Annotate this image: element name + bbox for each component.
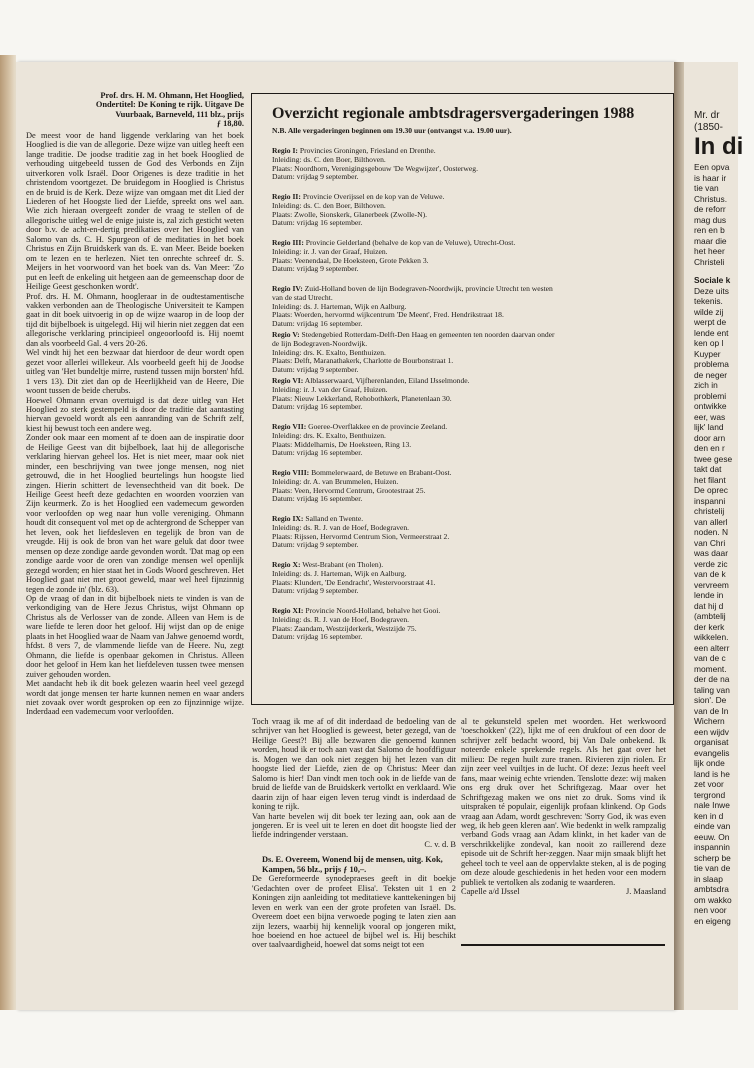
- right-body-line: ontwikke: [694, 401, 727, 411]
- region-name: Provincie Overijssel en de kop van de Veluwe.: [302, 192, 445, 201]
- paragraph: Toch vraag ik me af of dit inderdaad de bedoeling van de schrijver van het Hooglied is geweest, beter gezegd, van de Heilige Geest?! Bij alle bezwaren die genoemd kunnen worden, houd ik er toch aan vast dat Salomo de hoofdfiguur is. Mogen we dan ook niet zeggen bij het lezen van dit hoogste lied der Liefde, zien de op Christus: Meer dan Salomo is hier! Dan vindt men toch ook in de liefde van de bruid de liefde van de Bruidskerk vertolkt en verklaard. Wie daarin zijn of haar eigen leven terug vindt is inderdaad de koning te rijk.: [252, 717, 456, 812]
- region-detail: Inleiding: ds. C. den Boer, Bilthoven.: [272, 200, 386, 210]
- right-body-line: van de c: [694, 653, 726, 663]
- paragraph: De Gereformeerde synodepraeses geeft in dit boekje 'Gedachten over de profeet Elisa'. Teksten uit 1 en 2 Koningen zijn aanleiding tot meditatieve kanttekeningen bij leven en werk van een der grote profeten van Israël. Ds. Overeem doet een bijna verwoede poging te laten zien aan zijn lezers, waarbij hij kennelijk vooral op jongeren mikt, hoe boeiend en hoe actueel de bijbel wel is. Hij beschikt over taalvaardigheid, hoewel dat soms neigt tot een: [252, 874, 456, 950]
- region-entry: [272, 239, 657, 285]
- region-detail: Datum: vrijdag 9 september.: [272, 365, 359, 375]
- region-detail: Inleiding: drs. K. Exalto, Benthuizen.: [272, 347, 386, 357]
- region-detail: Datum: vrijdag 9 september.: [272, 172, 359, 182]
- author-line: (1850-: [694, 122, 723, 133]
- paragraph: Wel vindt hij het een bezwaar dat hierdoor de deur wordt open gezet voor allerlei willekeur. Als voorbeeld geeft hij de Joodse uitleg van 'Het bundeltje mirre, rustend tussen mijn borsten' hfd. 1 vers 13). Dit ziet dan op de Heerlijkheid van de Heere, Die woont tussen de beide cherubs.: [26, 348, 244, 396]
- right-body-line: vervreem: [694, 579, 729, 590]
- region-label: Regio IV:: [272, 284, 303, 293]
- region-detail: Plaats: Veenendaal, De Hoeksteen, Grote Pekken 3.: [272, 255, 429, 265]
- right-body-line: lijk onde: [694, 758, 725, 768]
- region-detail: Inleiding: dr. A. van Brummelen, Huizen.: [272, 476, 399, 486]
- column-3: [461, 717, 666, 897]
- right-body-line: tie van: [694, 183, 719, 193]
- article-heading: In di: [694, 133, 744, 160]
- region-entry: [272, 193, 657, 239]
- right-body-line: der de na: [694, 674, 730, 684]
- right-body-line: mag dus: [694, 214, 727, 225]
- right-body-line: nale Inwe: [694, 800, 730, 810]
- right-body-line: inspannin: [694, 842, 730, 852]
- right-body-line: einde van: [694, 821, 731, 831]
- region-name: Bommelerwaard, de Betuwe en Brabant-Oost.: [311, 468, 452, 477]
- region-name: Provincies Groningen, Friesland en Drenthe.: [299, 146, 436, 155]
- right-body-line: Wichern: [694, 716, 725, 726]
- region-detail: Inleiding: ir. J. van der Graaf, Huizen.: [272, 384, 388, 394]
- signature-name: C. v. d. B: [424, 839, 456, 849]
- right-body-line: Een opva: [694, 162, 730, 172]
- signature-name: J. Maasland: [625, 887, 666, 897]
- subheading: Sociale k: [694, 275, 731, 285]
- region-entry: [272, 607, 657, 653]
- right-body-line: eer, was: [694, 411, 726, 422]
- region-name: Goeree-Overflakkee en de provincie Zeeland.: [308, 422, 448, 431]
- right-body-line: Christeli: [694, 256, 725, 267]
- region-detail: Datum: vrijdag 16 september.: [272, 319, 363, 329]
- region-detail: Plaats: Noordhorn, Verenigingsgebouw 'De Wegwijzer', Oosterweg.: [272, 163, 478, 173]
- right-body-line: van de k: [694, 569, 726, 579]
- review-hooglied: [26, 91, 244, 717]
- region-detail: Datum: vrijdag 16 september.: [272, 448, 363, 458]
- region-label: Regio V:: [272, 330, 300, 339]
- right-body-line: ren en b: [694, 225, 725, 235]
- right-body-line: het heer: [694, 246, 725, 256]
- right-body-line: een wijdv: [694, 726, 729, 737]
- region-entry: [272, 469, 657, 515]
- right-body-line: scherp be: [694, 852, 731, 863]
- right-body-line: om wakko: [694, 894, 732, 905]
- paragraph: Hoewel Ohmann ervan overtuigd is dat deze uitleg van Het Hooglied zo sterk gestempeld is door de traditie dat aantasting hiervan gevoeld wordt als een aanranding van de Schrift zelf, kiest hij bewust toch een andere weg.: [26, 395, 244, 433]
- region-detail: Plaats: Klundert, 'De Eendracht', Westervoorstraat 41.: [272, 577, 436, 587]
- right-body-line: De oprec: [694, 485, 728, 495]
- right-body-line: organisat: [694, 737, 729, 747]
- right-body-line: Kuyper: [694, 348, 721, 359]
- right-body-line: tergrond: [694, 789, 726, 800]
- book-gutter: [0, 55, 16, 1010]
- region-detail: Inleiding: ds. C. den Boer, Bilthoven.: [272, 154, 386, 164]
- review-title-line: Prof. drs. H. M. Ohmann, Het Hooglied,: [100, 91, 244, 100]
- right-body-line: een alterr: [694, 642, 730, 653]
- region-name: Stedengebied Rotterdam-Delft-Den Haag en gemeenten ten noorden daarvan onder: [301, 330, 555, 339]
- right-body-line: nen voor: [694, 905, 727, 915]
- review-title-line: Vuurbaak, Barneveld, 111 blz., prijs: [115, 109, 244, 119]
- overview-note: N.B. Alle vergaderingen beginnen om 19.30 uur (ontvangst v.a. 19.00 uur).: [272, 126, 512, 135]
- paragraph: Op de vraag of dan in dit bijbelboek niets te vinden is van de verkondiging van de Here Jezus Christus, wijst Ohmann op Christus als de Verlosser van de zonde. Alleen van Hem is de ware liefde te leren door het geloof. Hij wijst dan op de enige plaats in het Hooglied waar de Naam van Jahwe genoemd wordt, hfdst. 8 vers 7, de vlammende liefde van de Heere. Nu, zegt Ohmann, die liefde is openbaar gekomen in Christus. Alleen door het geloof in Hem kan het liefdeleven tussen twee mensen zuiver gehouden worden.: [26, 594, 244, 679]
- right-body-line: tekenis.: [694, 296, 723, 306]
- region-detail: Datum: vrijdag 9 september.: [272, 540, 359, 550]
- region-detail: Inleiding: ir. J. van der Graaf, Huizen.: [272, 246, 388, 256]
- region-label: Regio VII:: [272, 422, 307, 431]
- region-label: Regio XI:: [272, 606, 304, 615]
- region-detail: Plaats: Zwolle, Sionskerk, Glanerbeek (Zwolle-N).: [272, 209, 427, 219]
- signature: [461, 887, 666, 896]
- region-detail: Plaats: Nieuw Lekkerland, Rehobothkerk, Planetenlaan 30.: [272, 393, 452, 403]
- review-title-line: ƒ 18,80.: [216, 119, 244, 129]
- region-label: Regio X:: [272, 560, 301, 569]
- region-detail: Inleiding: ds. R. J. van de Hoef, Bodegraven.: [272, 614, 410, 624]
- page-fold: [674, 62, 684, 1010]
- region-label: Regio II:: [272, 192, 301, 201]
- right-body-line: van allerl: [694, 516, 728, 527]
- right-body-line: eeuw. On: [694, 831, 730, 842]
- right-body-line: door arn: [694, 432, 726, 443]
- right-body-line: evangelis: [694, 747, 730, 758]
- region-detail: Datum: vrijdag 16 september.: [272, 632, 363, 642]
- region-detail: Datum: vrijdag 16 september.: [272, 218, 363, 228]
- right-body-line: zet voor: [694, 779, 724, 789]
- region-detail: Inleiding: drs. K. Exalto, Benthuizen.: [272, 430, 386, 440]
- paragraph: Met aandacht heb ik dit boek gelezen waarin heel veel gezegd wordt dat jonge mensen ter harte kunnen nemen en waar anders niet zovaak over wordt gesproken op een zo fijnzinnige wijze. Inderdaad een vademecum voor verloofden.: [26, 679, 244, 717]
- right-body-line: taling van: [694, 684, 730, 695]
- right-body-line: werpt de: [694, 317, 727, 327]
- right-body-line: lende in: [694, 590, 724, 600]
- overview-title: Overzicht regionale ambtsdragersvergaderingen 1988: [272, 105, 635, 122]
- right-body-line: zich in: [694, 380, 718, 390]
- right-body-line: problemi: [694, 390, 727, 401]
- right-body-line: in slaap: [694, 873, 723, 884]
- right-body-line: noden. N: [694, 527, 728, 537]
- review-title-line: Ondertitel: De Koning te rijk. Uitgave De: [95, 100, 244, 110]
- region-detail: Datum: vrijdag 9 september.: [272, 586, 359, 596]
- paragraph: Prof. drs. H. M. Ohmann, hoogleraar in de oudtestamentische vakken verbonden aan de Theologische Universiteit te Kampen gaat in dit boek uitvoerig in op de wijze waarop in de loop der tijd dit bijbelboek is uitgelegd. Hij wil hierin niet zeggen dat een allegorische verklaring principieel ongeoorloofd is. Hij noemt dan als voorbeeld Gal. 4 vers 20-26.: [26, 291, 244, 348]
- right-body-line: verde zic: [694, 558, 728, 569]
- region-list: [272, 147, 657, 653]
- region-name: Provincie Noord-Holland, behalve het Gooi.: [305, 606, 441, 615]
- review-title-overeem: Ds. E. Overeem, Wonend bij de mensen, uitg. Kok, Kampen, 56 blz., prijs ƒ 10,–.: [262, 855, 443, 874]
- right-body-line: sion'. De: [694, 695, 727, 705]
- region-name: Provincie Gelderland (behalve de kop van de Veluwe), Utrecht-Oost.: [305, 238, 516, 247]
- right-body-line: dat hij d: [694, 600, 724, 611]
- right-body-line: ambtsdra: [694, 884, 729, 894]
- right-body-line: Deze uits: [694, 285, 729, 296]
- region-entry: [272, 423, 657, 469]
- region-detail: Plaats: Middelharnis, De Hoeksteen, Ring 13.: [272, 439, 412, 449]
- right-body-2: [694, 286, 754, 927]
- region-label: Regio VIII:: [272, 468, 310, 477]
- region-detail: Datum: vrijdag 16 september.: [272, 402, 363, 412]
- region-name: Alblasserwaard, Vijfherenlanden, Eiland IJsselmonde.: [304, 376, 470, 385]
- paragraph: De meest voor de hand liggende verklaring van het boek Hooglied is die van de allegorie. Deze wijze van uitleg heeft een lange traditie. De joodse traditie zag in het boek Hooglied de verhouding uitgebeeld tussen de God des Verbonds en Zijn uitverkoren volk Israël. Door Origenes is deze traditie in het christendom voortgezet. De bruidegom in Hooglied is Christus en de bruid is de Kerk. Deze wijze van omgaan met dit Lied der Liederen of het Hoogste lied der Liefde, spreekt ons wel aan. Wie zich hieraan overgeeft zonder de vraag te stellen of de allegorische uitleg wel de enige juiste is, zal zich gesticht weten door b.v. de acht-en-dertig predikaties over het Hooglied van Salomo van ds. C. H. Spurgeon of de meditaties in het boek Christus en Zijn Bruidskerk van ds. E. van Meer. Beide boeken om te lezen en te herlezen. Niet ten onrechte schreef dr. S. Meijers in het voorwoord van het boek van ds. Van Meer: 'Zo put en leeft de enkeling uit hetgeen aan de gemeenschap door de Heilige Geest geschonken wordt'.: [26, 130, 244, 292]
- right-body-line: inspanni: [694, 495, 726, 506]
- right-body-line: lijk' land: [694, 422, 724, 432]
- region-entry: [272, 285, 657, 331]
- right-body-line: der kerk: [694, 621, 725, 632]
- right-body-line: is haar ir: [694, 172, 727, 183]
- right-body-line: wilde zij: [694, 306, 724, 317]
- right-body-line: den en r: [694, 443, 725, 453]
- right-page-column: [694, 110, 754, 926]
- right-body-line: was daar: [694, 548, 728, 558]
- review-title: [26, 91, 244, 129]
- right-body-line: van de In: [694, 705, 729, 716]
- right-body-line: problema: [694, 359, 729, 369]
- region-name: Zuid-Holland boven de lijn Bodegraven-Noordwijk, provincie Utrecht ten westen: [304, 284, 553, 293]
- region-detail: Datum: vrijdag 16 september.: [272, 494, 363, 504]
- region-detail: Inleiding: ds. R. J. van de Hoef, Bodegraven.: [272, 522, 410, 532]
- region-detail: Plaats: Rijssen, Hervormd Centrum Sion, Vermeerstraat 2.: [272, 531, 450, 541]
- region-detail: Plaats: Woerden, hervormd wijkcentrum 'De Meent', Fred. Hendrikstraat 18.: [272, 310, 504, 320]
- region-detail: Inleiding: ds. J. Harteman, Wijk en Aalburg.: [272, 301, 407, 311]
- region-detail: Datum: vrijdag 9 september.: [272, 264, 359, 274]
- right-body-line: wikkelen.: [694, 632, 729, 642]
- right-body-line: maar die: [694, 235, 727, 246]
- region-entry: [272, 377, 657, 423]
- right-body-line: christelij: [694, 506, 725, 516]
- region-detail: Inleiding: ds. J. Harteman, Wijk en Aalburg.: [272, 568, 407, 578]
- right-body-line: lende ent: [694, 327, 729, 338]
- right-body-line: ken in d: [694, 810, 724, 821]
- right-body-line: van Chri: [694, 537, 726, 548]
- region-name: West-Brabant (en Tholen).: [302, 560, 384, 569]
- region-entry: [272, 561, 657, 607]
- right-body-line: land is he: [694, 768, 730, 779]
- right-body-1: [694, 162, 754, 267]
- region-label: Regio I:: [272, 146, 298, 155]
- right-body-line: de neger: [694, 369, 728, 380]
- section-rule: [461, 944, 665, 946]
- author-line: Mr. dr: [694, 110, 720, 121]
- right-body-line: twee gese: [694, 453, 733, 464]
- right-body-line: ken op l: [694, 338, 724, 348]
- right-body-line: en eigeng: [694, 915, 731, 926]
- region-label: Regio III:: [272, 238, 304, 247]
- meetings-overview-box: [251, 93, 674, 705]
- right-body-line: moment.: [694, 663, 727, 674]
- right-body-line: Christus.: [694, 193, 728, 204]
- region-entry: [272, 331, 657, 377]
- paragraph: Zonder ook maar een moment af te doen aan de inspiratie door de Heilige Geest van dit bijbelboek, laat hij de allegorische verklaring hiervan geheel los. Het is niet meer, maar ook niet minder, een beschrijving van twee jonge mensen, nog niet getrouwd, die in het Hooglied beurtelings hun hoogste lied zingen. Hierin schittert de levensechtheid van dit boek. De Heilige Geest heeft deze gedachten en woorden voorzien van Zijn keurmerk. Zo is het Hooglied een vademecum geworden voor verloofden op weg naar hun volle vereniging. Ohmann houdt dit consequent vol met op de achtergrond de Schepper van het leven, ook het liefdesleven en tegelijk de bron van de vreugde. Hij is ook de bron van het ware geluk dat door twee mensen op deze zondige aarde gevonden wordt. 'Dat mag op een zondige aarde voor de oren van zondige mensen wel openlijk gezegd worden; en hier staat het in Gods Woord geschreven. Het Hooglied gaat niet met groot geweld, maar wel heel fijnzinnig tegen de zonde in' (blz. 63).: [26, 433, 244, 594]
- signature: [252, 840, 456, 849]
- region-label: Regio VI:: [272, 376, 304, 385]
- right-body-line: de reforr: [694, 204, 726, 214]
- paragraph: al te gekunsteld spelen met woorden. Het werkwoord 'toeschokken' (22), lijkt me of een drukfout of een door de schrijver zelf bedacht woord, bij Van Dale onbekend. Ik noteerde enkele sprekende regels. Als het gaat over het milieu: De regen huilt zure tranen. Rivieren zijn riolen. Er zijn zeer veel vuiltjes in de lucht. Of deze: Jezus heeft veel fans, maar weinig echte vrienden. Tenslotte deze: wij maken ons erg druk over het Schriftgezag. Maar over het Schriftgezag maken we ons niet zo druk. Soms vind ik uitspraken té populair, eigenlijk profaan klinkend. Op Gods vraag aan Adam, wordt geschreven: 'Sorry God, ik was even weg, ik heb geen kleren aan'. Wie bedenkt in welk rampzalig verband Gods vraag aan Adam klinkt, in het kader van de verschrikkelijke zondeval, kan nooit zo raillerend deze episode uit de Schrift her-zeggen. Naar mijn smaak blijft het geheel toch te veel aan de oppervlakte steken, al is de poging om deze aloude geschiedenis in het heden voor een modern publiek te vertolken als zodanig te waarderen.: [461, 717, 666, 887]
- signature-place: Capelle a/d IJssel: [461, 887, 520, 897]
- column-2: [252, 717, 456, 950]
- right-body-line: tie van de: [694, 863, 731, 873]
- right-body-line: het filant: [694, 474, 726, 485]
- paragraph: Van harte bevelen wij dit boek ter lezing aan, ook aan de jongeren. Er is veel uit te leren en doet dit hoogste lied der liefde indringender verstaan.: [252, 811, 456, 840]
- region-detail: Plaats: Delft, Maranathakerk, Charlotte de Bourbonstraat 1.: [272, 356, 454, 366]
- region-name: Salland en Twente.: [305, 514, 364, 523]
- region-detail: Plaats: Veen, Hervormd Centrum, Grootestraat 25.: [272, 485, 426, 495]
- region-entry: [272, 515, 657, 561]
- region-label: Regio IX:: [272, 514, 304, 523]
- right-body-line: takt dat: [694, 464, 722, 474]
- region-extra: van de stad Utrecht.: [272, 292, 333, 302]
- region-extra: de lijn Bodegraven-Noordwijk.: [272, 338, 368, 348]
- region-detail: Plaats: Zaandam, Westzijderkerk, Westzijde 75.: [272, 623, 417, 633]
- right-body-line: (ambtelij: [694, 611, 726, 621]
- region-entry: [272, 147, 657, 193]
